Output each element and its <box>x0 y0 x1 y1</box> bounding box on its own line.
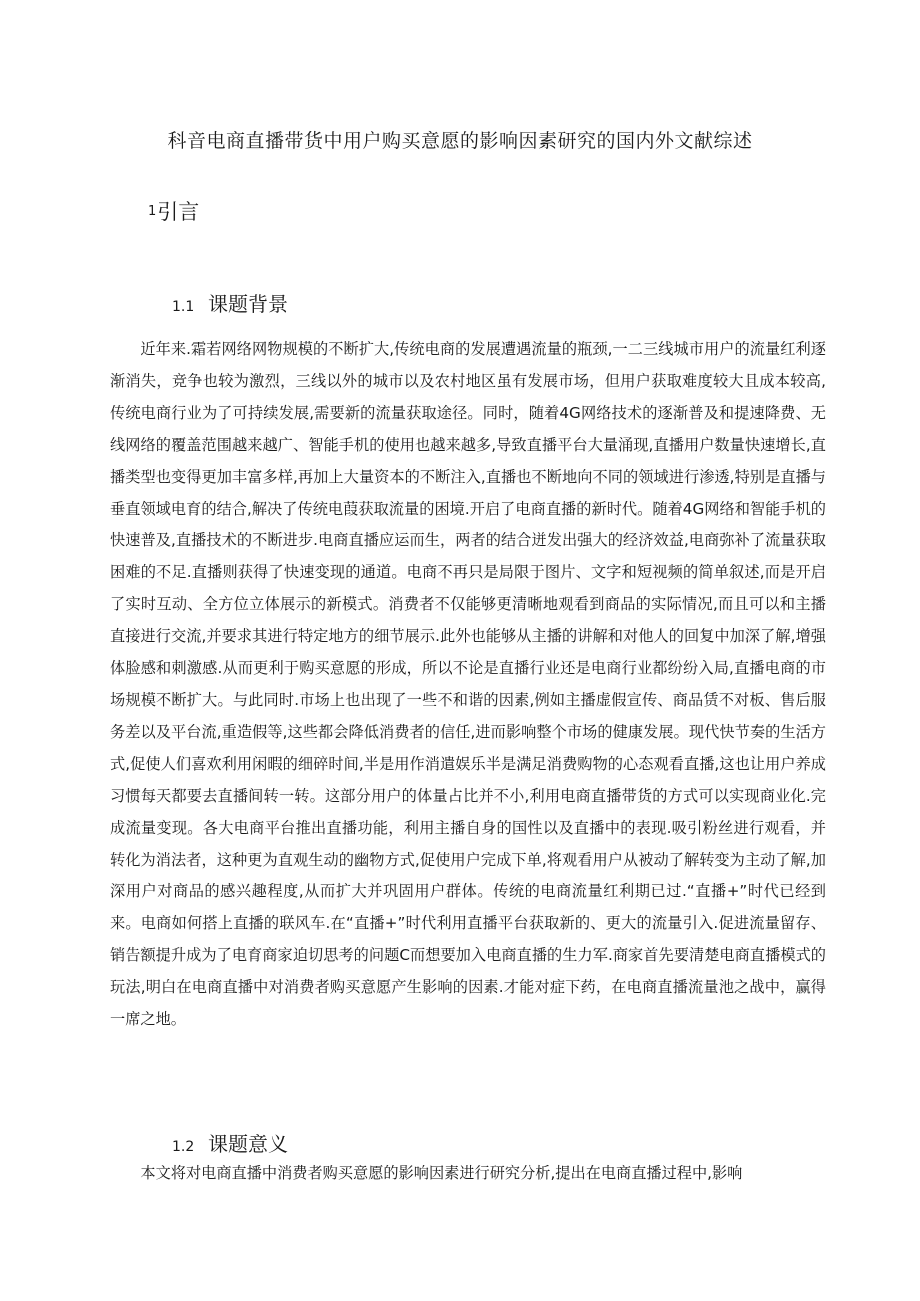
section-1-2-title: 课题意义 <box>208 1132 288 1156</box>
section-1-title: 引言 <box>157 200 200 224</box>
section-1-1-title: 课题背景 <box>208 292 288 316</box>
section-1-heading <box>148 196 199 226</box>
section-1-1-paragraph: 近年来.霜若网络网物规模的不断扩大,传统电商的发展遭遇流量的瓶颈,一二三线城市用户的流量红利逐渐消失，竞争也较为激烈，三线以外的城市以及农村地区虽有发展市场，但用户获取难度较大且成本较高,传统电商行业为了可持续发展,需要新的流量获取途径。同时，随着4G网络技术的逐渐普及和提速降费、无线网络的覆盖范围越来越广、智能手机的使用也越来越多,导致直播平台大量涌现,直播用户数量快速增长,直播类型也变得更加丰富多样,再加上大量资本的不断注入,直播也不断地向不同的领域进行渗透,特别是直播与垂直领域电育的结合,解决了传统电葭获取流量的困境.开启了电商直播的新时代。随着4G网络和智能手机的快速普及,直播技术的不断进步.电商直播应运而生，两者的结合迸发出强大的经济效益,电商弥补了流量获取困难的不足.直播则获得了快速变现的通道。电商不再只是局限于图片、文字和短视频的简单叙述,而是开启了实时互动、全方位立体展示的新模式。消费者不仅能够更清晰地观看到商品的实际情况,而且可以和主播直接进行交流,并要求其进行特定地方的细节展示.此外也能够从主播的讲解和对他人的回复中加深了解,增强体脸感和刺激感.从而更利于购买意愿的形成，所以不论是直播行业还是电商行业都纷纷入局,直播电商的市场规模不断扩大。与此同时.市场上也出现了一些不和谐的因素,例如主播虚假宣传、商品赁不对板、售后服务差以及平台流,重造假等,这些都会降低消费者的信任,进而影响整个市场的健康发展。现代快节奏的生活方式,促使人们喜欢利用闲暇的细碎时间,半是用作消遣娱乐半是满足消费购物的心态观看直播,这也让用户养成习惯每天都要去直播间转一转。这部分用户的体量占比并不小,利用电商直播带货的方式可以实现商业化.完成流量变现。各大电商平台推出直播功能，利用主播自身的国性以及直播中的表现.吸引粉丝进行观看，并转化为消法者，这种更为直观生动的幽物方式,促使用户完成下单,将观看用户从被动了解转变为主动了解,加深用户对商品的感兴趣程度,从而扩大并巩固用户群体。传统的电商流量红利期已过.“直播+”时代已经到来。电商如何搭上直播的联风车.在“直播+”时代利用直播平台获取新的、更大的流量引入.促进流量留存、销告额提升成为了电育商家迫切思考的问题C而想要加入电商直播的生力军.商家首先要清楚电商直播模式的玩法,明白在电商直播中对消费者购买意愿产生影响的因素.才能对症下药，在电商直播流量池之战中，赢得一席之地。 <box>110 340 826 1029</box>
section-1-number: 1 <box>148 204 157 219</box>
section-1-2-number: 1.2 <box>172 1139 195 1155</box>
section-1-2-heading <box>172 1128 288 1157</box>
section-1-2-paragraph: 本文将对电商直播中消费者购买意愿的影响因素进行研究分析,提出在电商直播过程中,影响 <box>140 1164 743 1182</box>
document-title: 科音电商直播带货中用户购买意愿的影响因素研究的国内外文献综述 <box>167 130 753 152</box>
section-1-1-heading <box>172 288 288 317</box>
section-1-1-number: 1.1 <box>172 299 195 315</box>
